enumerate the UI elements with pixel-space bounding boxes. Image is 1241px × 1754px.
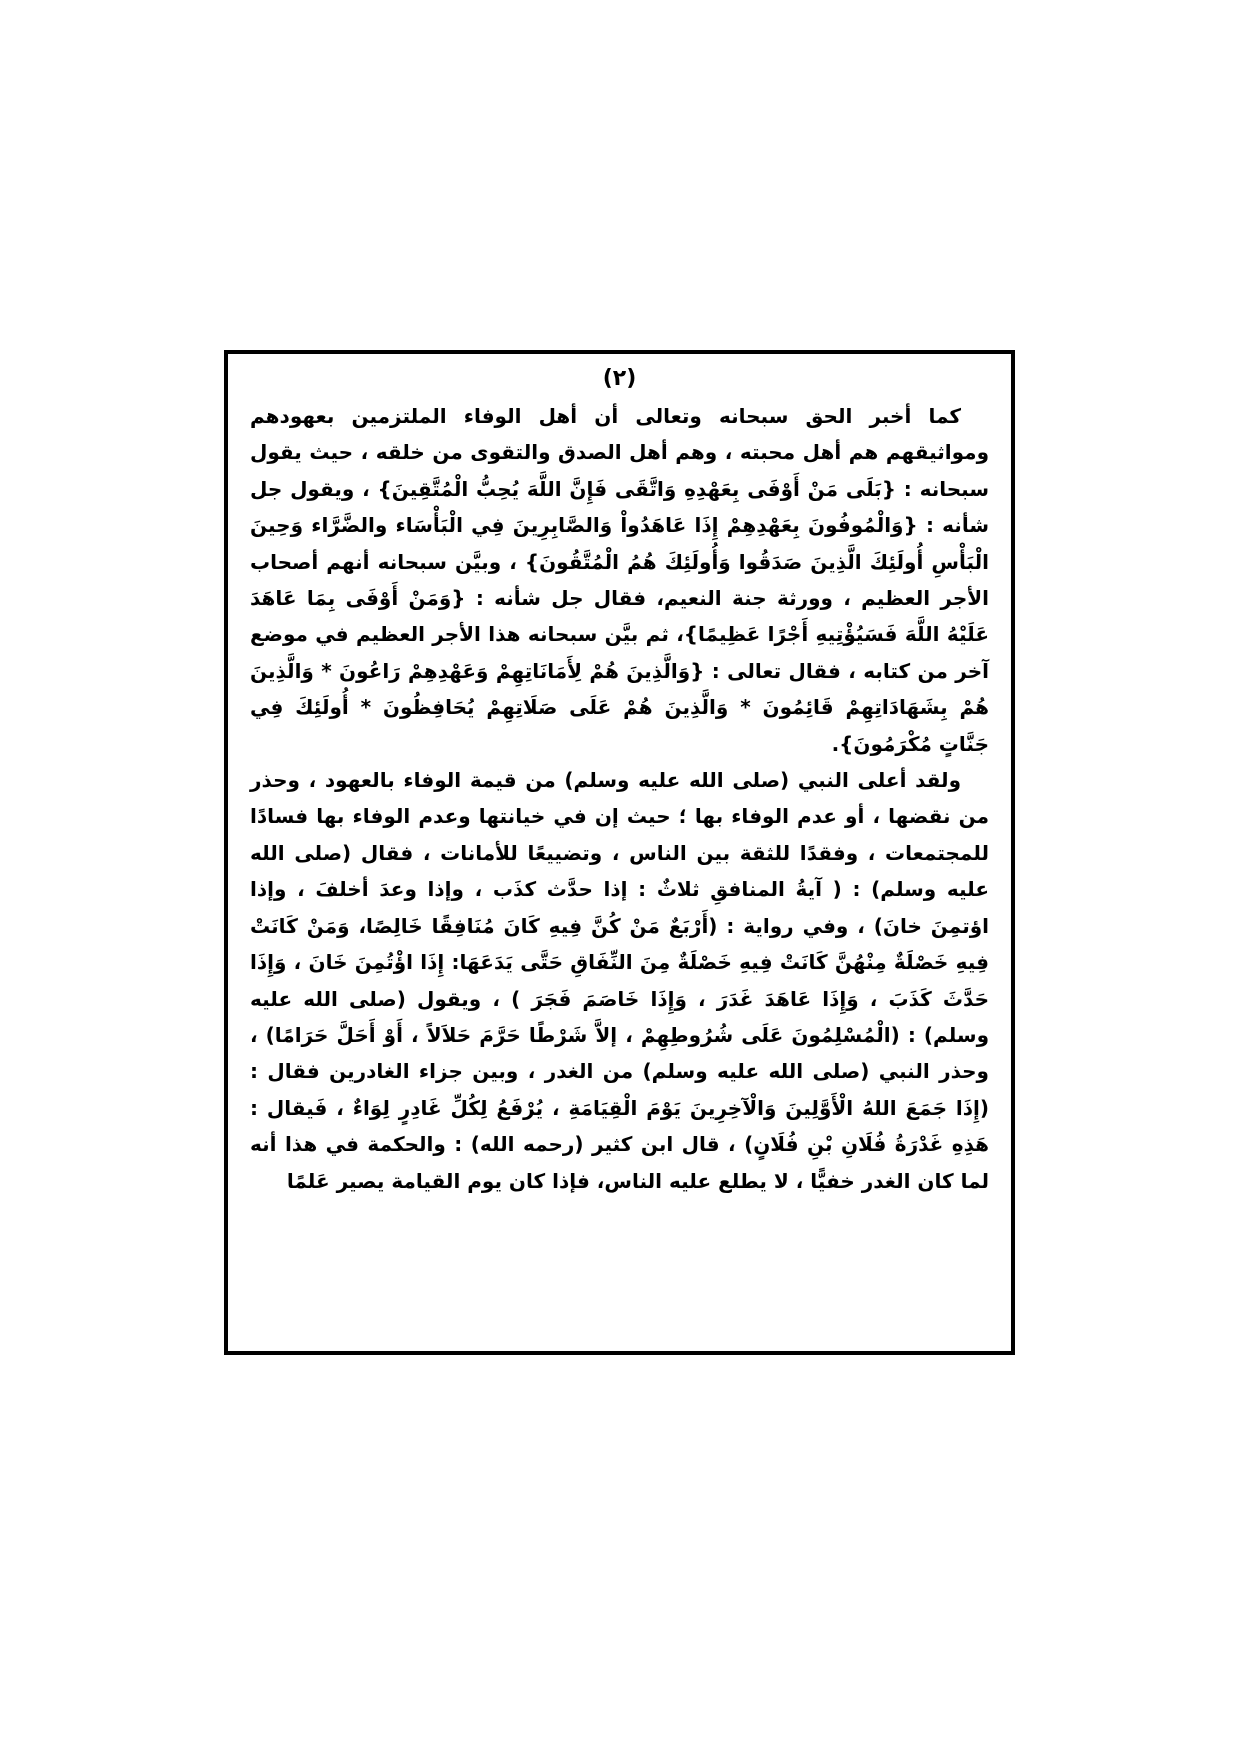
- paragraph-prophet-warning: ولقد أعلى النبي (صلى الله عليه وسلم) من قيمة الوفاء بالعهود ، وحذر من نقضها ، أو عدم الوفاء بها ؛ حيث إن في خيانتها وعدم الوفاء بها فسادًا للمجتمعات ، وفقدًا للثقة بين الناس ، وتضييعًا للأمانات ، فقال (صلى الله عليه وسلم) : ( آيةُ المنافقِ ثلاثٌ : إذا حدَّث كذَب ، وإذا وعدَ أخلفَ ، وإذا اؤتمِنَ خانَ) ، وفي رواية : (أَرْبَعٌ مَنْ كُنَّ فِيهِ كَانَ مُنَافِقًا خَالِصًا، وَمَنْ كَانَتْ فِيهِ خَصْلَةٌ مِنْهُنَّ كَانَتْ فِيهِ خَصْلَةٌ مِنَ النِّفَاقِ حَتَّى يَدَعَهَا: إِذَا اؤْتُمِنَ خَانَ ، وَإِذَا حَدَّثَ كَذَبَ ، وَإِذَا عَاهَدَ غَدَرَ ، وَإِذَا خَاصَمَ فَجَرَ ) ، ويقول (صلى الله عليه وسلم) : (الْمُسْلِمُونَ عَلَى شُرُوطِهِمْ ، إلاَّ شَرْطًا حَرَّمَ حَلاَلاً ، أَوْ أَحَلَّ حَرَامًا) ، وحذر النبي (صلى الله عليه وسلم) من الغدر ، وبين جزاء الغادرين فقال : (إِذَا جَمَعَ اللهُ الْأَوَّلِينَ وَالْآخِرِينَ يَوْمَ الْقِيَامَةِ ، يُرْفَعُ لِكُلِّ غَادِرٍ لِوَاءٌ ، فَيقال : هَذِهِ غَدْرَةُ فُلَانِ بْنِ فُلَانٍ) ، قال ابن كثير (رحمه الله) : والحكمة في هذا أنه لما كان الغدر خفيًّا ، لا يطلع عليه الناس، فإذا كان يوم القيامة يصير عَلمًا: [250, 768, 989, 1193]
- page-body: [250, 398, 989, 1199]
- page-frame: [224, 350, 1015, 1355]
- page-number: (٢): [602, 366, 637, 391]
- paragraph-covenant-fulfillment: كما أخبر الحق سبحانه وتعالى أن أهل الوفاء الملتزمين بعهودهم ومواثيقهم هم أهل محبته ، وهم أهل الصدق والتقوى من خلقه ، حيث يقول سبحانه : {بَلَى مَنْ أَوْفَى بِعَهْدِهِ وَاتَّقَى فَإِنَّ اللَّهَ يُحِبُّ الْمُتَّقِينَ} ، ويقول جل شأنه : {وَالْمُوفُونَ بِعَهْدِهِمْ إِذَا عَاهَدُواْ وَالصَّابِرِينَ فِي الْبَأْسَاء والضَّرَّاء وَحِينَ الْبَأْسِ أُولَئِكَ الَّذِينَ صَدَقُوا وَأُولَئِكَ هُمُ الْمُتَّقُونَ} ، وبيَّن سبحانه أنهم أصحاب الأجر العظيم ، وورثة جنة النعيم، فقال جل شأنه : {وَمَنْ أَوْفَى بِمَا عَاهَدَ عَلَيْهُ اللَّهَ فَسَيُؤْتِيهِ أَجْرًا عَظِيمًا}، ثم بيَّن سبحانه هذا الأجر العظيم في موضع آخر من كتابه ، فقال تعالى : {وَالَّذِينَ هُمْ لِأَمَانَاتِهِمْ وَعَهْدِهِمْ رَاعُونَ * وَالَّذِينَ هُمْ بِشَهَادَاتِهِمْ قَائِمُونَ * وَالَّذِينَ هُمْ عَلَى صَلَاتِهِمْ يُحَافِظُونَ * أُولَئِكَ فِي جَنَّاتٍ مُكْرَمُونَ}.: [250, 404, 989, 756]
